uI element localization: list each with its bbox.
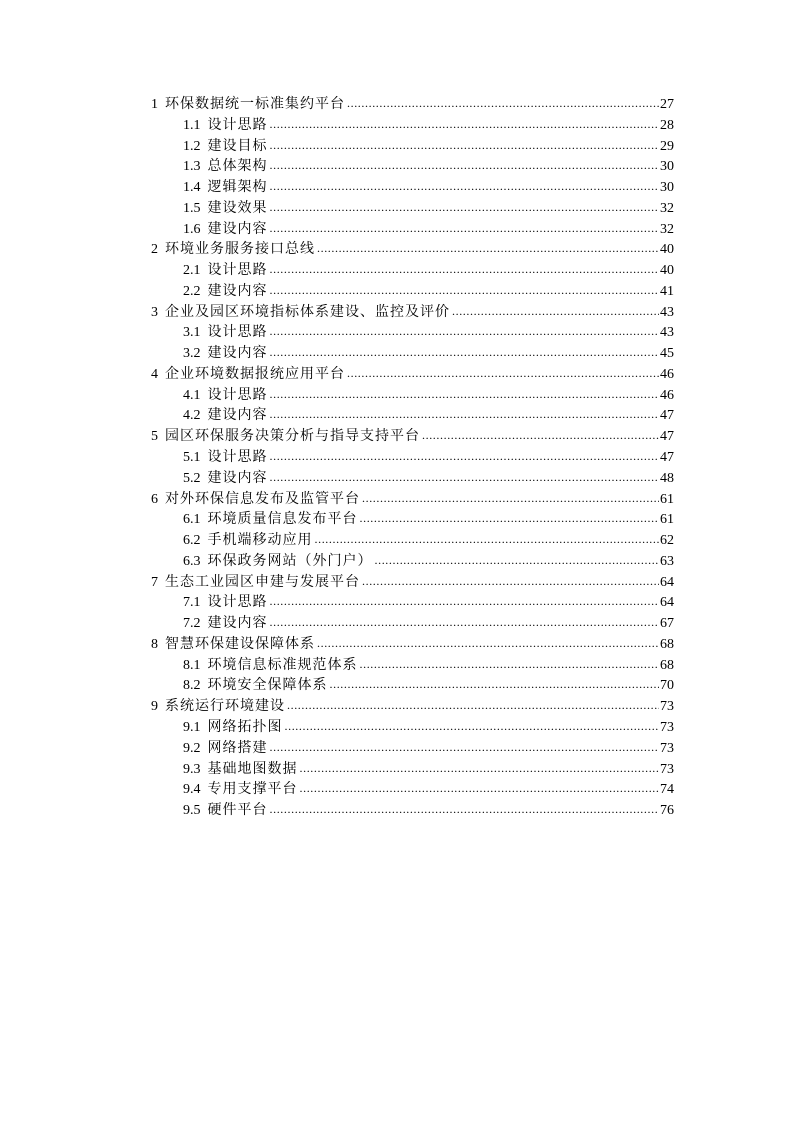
dot-leader [347,363,659,385]
section-title: 设计思路 [207,595,268,611]
section-title: 环保数据统一标准集约平台 [165,97,345,112]
dot-leader [270,446,660,468]
page-number: 48 [660,470,674,486]
page-number: 67 [660,616,674,632]
toc-entry[interactable] [151,655,674,676]
dot-leader [287,695,659,717]
toc-entry[interactable] [151,800,674,821]
page-number: 64 [660,574,674,590]
dot-leader [270,321,660,343]
section-number: 1.4 [183,180,201,196]
page-number: 68 [660,636,674,652]
section-number: 8.2 [183,678,201,694]
dot-leader [270,197,660,219]
section-number: 5.2 [183,470,201,486]
dot-leader [270,218,660,240]
toc-entry[interactable] [151,489,674,510]
section-title: 建设内容 [207,346,268,362]
section-number: 8 [151,636,158,652]
section-number: 7.2 [183,616,201,632]
toc-entry[interactable] [151,260,674,281]
section-number: 2.2 [183,283,201,299]
toc-entry[interactable] [151,177,674,198]
toc-entry[interactable] [151,572,674,593]
page-number: 43 [660,304,674,320]
section-title: 专用支撑平台 [207,782,298,798]
page-number: 76 [660,803,674,819]
toc-entry[interactable] [151,136,674,157]
section-title: 建设内容 [207,408,268,424]
toc-entry[interactable] [151,343,674,364]
section-number: 1.2 [183,138,201,154]
section-number: 4 [151,366,158,382]
section-number: 2.1 [183,263,201,279]
section-title: 建设目标 [207,138,268,154]
toc-entry[interactable] [151,115,674,136]
dot-leader [317,633,659,655]
page-number: 70 [660,678,674,694]
dot-leader [362,488,659,510]
table-of-contents [151,94,674,821]
section-number: 8.1 [183,657,201,673]
toc-entry[interactable] [151,592,674,613]
section-title: 设计思路 [207,325,268,341]
page-number: 32 [660,200,674,216]
section-title: 建设内容 [207,470,268,486]
toc-entry[interactable] [151,759,674,780]
dot-leader [270,612,660,634]
page-number: 73 [660,740,674,756]
page-number: 47 [660,450,674,466]
dot-leader [285,716,660,738]
toc-entry[interactable] [151,509,674,530]
page-number: 61 [660,512,674,528]
section-title: 总体架构 [207,159,268,175]
page-number: 27 [660,97,674,112]
section-number: 9.3 [183,761,201,777]
dot-leader [452,301,659,323]
page-number: 45 [660,346,674,362]
page-number: 30 [660,180,674,196]
page-number: 73 [660,719,674,735]
toc-entry[interactable] [151,551,674,572]
dot-leader [362,571,659,593]
toc-entry[interactable] [151,717,674,738]
section-number: 3 [151,304,158,320]
section-number: 9 [151,699,158,715]
section-number: 1.5 [183,200,201,216]
section-number: 6.2 [183,533,201,549]
toc-entry[interactable] [151,302,674,323]
page-number: 30 [660,159,674,175]
toc-entry[interactable] [151,447,674,468]
section-title: 网络拓扑图 [207,719,283,735]
toc-entry[interactable] [151,156,674,177]
toc-entry[interactable] [151,468,674,489]
page-number: 46 [660,366,674,382]
page-number: 40 [660,263,674,279]
page-number: 28 [660,117,674,133]
page-number: 46 [660,387,674,403]
section-number: 7.1 [183,595,201,611]
section-title: 基础地图数据 [207,761,298,777]
section-title: 建设内容 [207,221,268,237]
toc-entry[interactable] [151,219,674,240]
section-title: 环境信息标准规范体系 [207,657,358,673]
toc-entry[interactable] [151,385,674,406]
toc-entry[interactable] [151,405,674,426]
dot-leader [315,529,660,551]
page-number: 62 [660,533,674,549]
page-number: 68 [660,657,674,673]
dot-leader [375,550,660,572]
dot-leader [270,384,660,406]
page-number: 40 [660,242,674,258]
section-title: 设计思路 [207,387,268,403]
page-number: 74 [660,782,674,798]
section-title: 园区环保服务决策分析与指导支持平台 [165,429,420,445]
section-number: 6.3 [183,553,201,569]
dot-leader [270,737,660,759]
section-title: 建设内容 [207,616,268,632]
section-title: 环境质量信息发布平台 [207,512,358,528]
section-number: 4.1 [183,387,201,403]
dot-leader [270,176,660,198]
toc-entry[interactable] [151,530,674,551]
dot-leader [270,114,660,136]
section-title: 建设效果 [207,200,268,216]
section-number: 6 [151,491,158,507]
dot-leader [422,425,659,447]
page-number: 61 [660,491,674,507]
dot-leader [330,674,660,696]
section-number: 4.2 [183,408,201,424]
section-title: 智慧环保建设保障体系 [165,636,315,652]
dot-leader [360,508,660,530]
toc-entry[interactable] [151,281,674,302]
toc-entry[interactable] [151,364,674,385]
section-title: 手机端移动应用 [207,533,313,549]
section-number: 9.4 [183,782,201,798]
page-number: 41 [660,283,674,299]
page-number: 73 [660,699,674,715]
page-number: 64 [660,595,674,611]
toc-entry[interactable] [151,94,674,115]
section-number: 5.1 [183,450,201,466]
section-number: 9.2 [183,740,201,756]
toc-entry[interactable] [151,634,674,655]
section-number: 2 [151,242,158,258]
page-number: 47 [660,429,674,445]
page-number: 73 [660,761,674,777]
section-title: 生态工业园区申建与发展平台 [165,574,360,590]
section-title: 设计思路 [207,263,268,279]
toc-entry[interactable] [151,426,674,447]
section-title: 设计思路 [207,117,268,133]
section-number: 5 [151,429,158,445]
toc-entry[interactable] [151,779,674,800]
dot-leader [300,758,660,780]
dot-leader [270,591,660,613]
section-number: 9.5 [183,803,201,819]
section-number: 6.1 [183,512,201,528]
dot-leader [300,778,660,800]
toc-entry[interactable] [151,322,674,343]
section-title: 建设内容 [207,283,268,299]
section-number: 3.2 [183,346,201,362]
section-number: 1.6 [183,221,201,237]
toc-entry[interactable] [151,198,674,219]
toc-entry[interactable] [151,696,674,717]
toc-entry[interactable] [151,239,674,260]
dot-leader [270,799,660,821]
section-title: 环境业务服务接口总线 [165,242,315,258]
section-title: 环保政务网站（外门户） [207,553,373,569]
page-number: 29 [660,138,674,154]
section-number: 9.1 [183,719,201,735]
section-title: 对外环保信息发布及监管平台 [165,491,360,507]
section-title: 环境安全保障体系 [207,678,328,694]
dot-leader [270,135,660,157]
section-number: 1.1 [183,117,201,133]
toc-entry[interactable] [151,675,674,696]
dot-leader [270,259,660,281]
dot-leader [360,654,660,676]
dot-leader [270,280,660,302]
section-number: 7 [151,574,158,590]
section-title: 硬件平台 [207,803,268,819]
page-number: 47 [660,408,674,424]
dot-leader [317,238,659,260]
section-title: 网络搭建 [207,740,268,756]
toc-entry[interactable] [151,613,674,634]
toc-entry[interactable] [151,738,674,759]
page-number: 63 [660,553,674,569]
dot-leader [270,467,660,489]
section-number: 1 [151,97,158,112]
dot-leader [270,155,660,177]
page-number: 43 [660,325,674,341]
section-number: 1.3 [183,159,201,175]
section-title: 企业环境数据报统应用平台 [165,366,345,382]
dot-leader [347,93,659,115]
section-title: 系统运行环境建设 [165,699,285,715]
page-number: 32 [660,221,674,237]
dot-leader [270,404,660,426]
dot-leader [270,342,660,364]
section-title: 设计思路 [207,450,268,466]
section-number: 3.1 [183,325,201,341]
section-title: 逻辑架构 [207,180,268,196]
section-title: 企业及园区环境指标体系建设、监控及评价 [165,304,450,320]
